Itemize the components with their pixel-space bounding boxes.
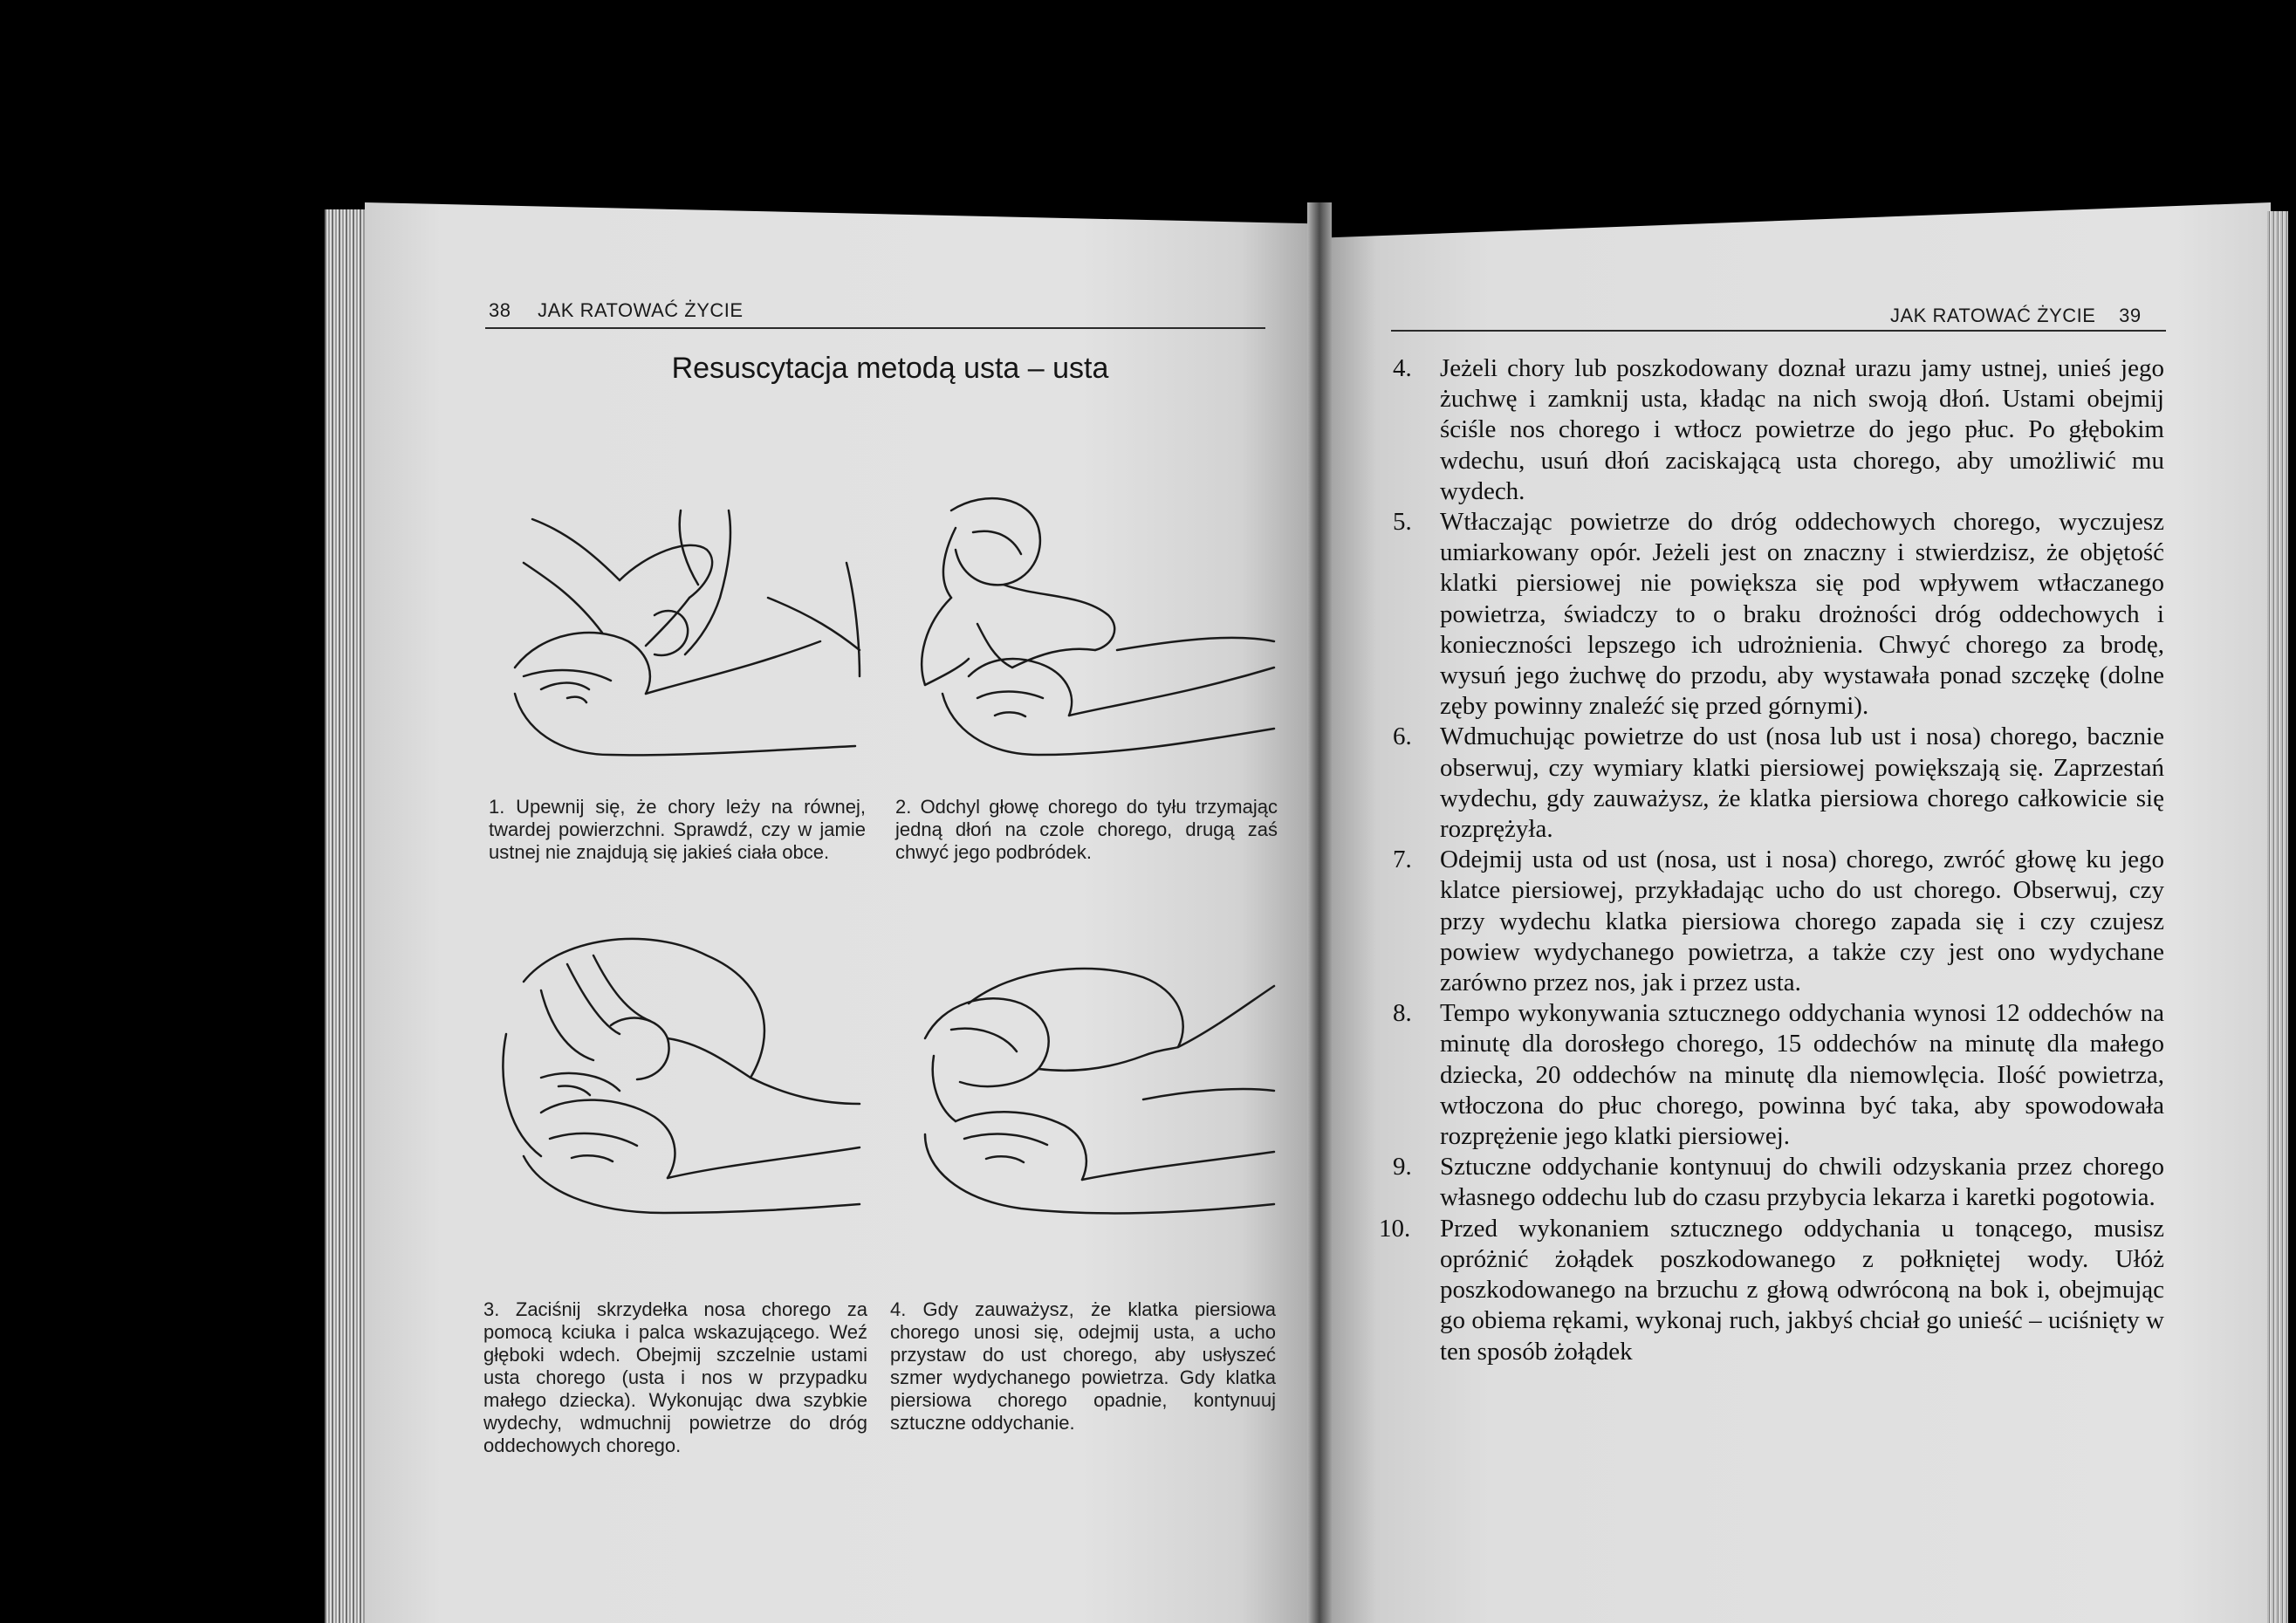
step-text: Tempo wykonywania sztucznego oddychania wynosi 12 oddechów na minutę dla dorosłego chorego, 15 oddechów na minutę dla małego dziecka, 20 oddechów na minutę dla niemowlęcia. Ilość powietrza, wtłoczona do płuc chorego, powinna być taka, aby spowodowała rozprężenie jego klatki piersiowej. <box>1440 999 2164 1151</box>
step-text: Wdmuchując powietrze do ust (nosa lub ust i nosa) chorego, bacznie obserwuj, czy wymiary klatki piersiowej powiększają się. Zaprzestań wydechu, gdy zauważysz, że klatka piersiowa chorego całkowicie się rozprężyła. <box>1440 722 2164 844</box>
step-number: 5. <box>1393 508 1412 537</box>
left-page-edges <box>325 209 367 1623</box>
caption-step-3: 3. Zaciśnij skrzydełka nosa chorego za pomocą kciuka i palca wskazującego. Weź głęboki wdech. Obejmij szczelnie ustami usta chorego (usta i nos w przypadku małego dziecka). Wykonując dwa szybkie wydechy, wdmuchnij powietrze do dróg oddechowych chorego. <box>483 1298 867 1456</box>
illustration-check-mouth <box>489 502 864 764</box>
step-number: 6. <box>1393 722 1412 751</box>
step-number: 7. <box>1393 846 1412 874</box>
list-item <box>1379 1214 2164 1367</box>
list-item <box>1388 998 2164 1152</box>
book-gutter <box>1307 202 1332 1623</box>
caption-step-2: 2. Odchyl głowę chorego do tyłu trzymając jedną dłoń na czole chorego, drugą zaś chwyć jego podbródek. <box>895 796 1278 863</box>
illustration-mouth-to-mouth <box>489 929 864 1217</box>
step-number: 10. <box>1379 1214 1411 1243</box>
step-text: Jeżeli chory lub poszkodowany doznał urazu jamy ustnej, unieś jego żuchwę i zamknij usta, kładąc na nich swoją dłoń. Ustami obejmij ściśle nos chorego i wtłocz powietrze do jego płuc. Po głębokim wdechu, usuń dłoń zaciskającą usta chorego, aby umożliwić mu wydech. <box>1440 354 2164 505</box>
caption-step-1: 1. Upewnij się, że chory leży na równej, twardej powierzchni. Sprawdź, czy w jamie ustnej nie znajdują się jakieś ciała obce. <box>489 796 866 863</box>
step-number: 9. <box>1393 1153 1412 1181</box>
steps-list <box>1379 353 2164 1367</box>
page-title: Resuscytacja metodą usta – usta <box>671 352 1109 385</box>
list-item <box>1388 507 2164 722</box>
step-text: Odejmij usta od ust (nosa, ust i nosa) chorego, zwróć głowę ku jego klatce piersiowej, przykładając ucho do ust chorego. Obserwuj, czy przy wydechu klatka piersiowa chorego zapada się i czy czujesz powiew wydychanego powietrza, a także czy jest ono wydychane zarówno przez nos, jak i przez usta. <box>1440 846 2164 997</box>
list-item <box>1388 845 2164 998</box>
step-number: 4. <box>1393 354 1412 382</box>
step-number: 8. <box>1393 999 1412 1028</box>
right-page-number: 39 <box>2119 305 2142 326</box>
right-running-head <box>1890 305 2142 327</box>
step-text: Wtłaczając powietrze do dróg oddechowych chorego, wyczujesz umiarkowany opór. Jeżeli jest on znaczny i stwierdzisz, że objętość klatki piersiowej nie powiększa się pod wpływem wtłaczanego powietrza, świadczy to o braku drożności dróg oddechowych i konieczności lepszego ich udrożnienia. Chwyć chorego za brodę, wysuń jego żuchwę do przodu, aby wystawała ponad szczękę (dolne zęby powinny znaleźć się przed górnymi). <box>1440 508 2164 721</box>
illustration-listen-breath <box>890 951 1278 1217</box>
right-running-title: JAK RATOWAĆ ŻYCIE <box>1890 305 2096 326</box>
left-header-rule <box>485 327 1265 329</box>
illustration-tilt-head <box>890 493 1278 772</box>
step-text: Przed wykonaniem sztucznego oddychania u tonącego, musisz opróżnić żołądek poszkodowanego z połkniętej wody. Ułóż poszkodowanego na brzuchu z głową odwróconą na bok i, obejmując go obiema rękami, wykonaj ruch, jakbyś chciał go unieść – uciśnięty w ten sposób żołądek <box>1440 1214 2164 1366</box>
left-running-head <box>489 299 744 322</box>
right-page-edges <box>2267 211 2288 1623</box>
right-header-rule <box>1391 330 2166 332</box>
left-page-number: 38 <box>489 299 511 321</box>
list-item <box>1388 1152 2164 1213</box>
step-text: Sztuczne oddychanie kontynuuj do chwili odzyskania przez chorego własnego oddechu lub do czasu przybycia lekarza i karetki pogotowia. <box>1440 1153 2164 1212</box>
list-item <box>1388 722 2164 845</box>
list-item <box>1388 353 2164 507</box>
caption-step-4: 4. Gdy zauważysz, że klatka piersiowa chorego unosi się, odejmij usta, a ucho przystaw do ust chorego, aby usłyszeć szmer wydychanego powietrza. Gdy klatka piersiowa chorego opadnie, kontynuuj sztuczne oddychanie. <box>890 1298 1276 1434</box>
left-running-title: JAK RATOWAĆ ŻYCIE <box>538 299 744 321</box>
